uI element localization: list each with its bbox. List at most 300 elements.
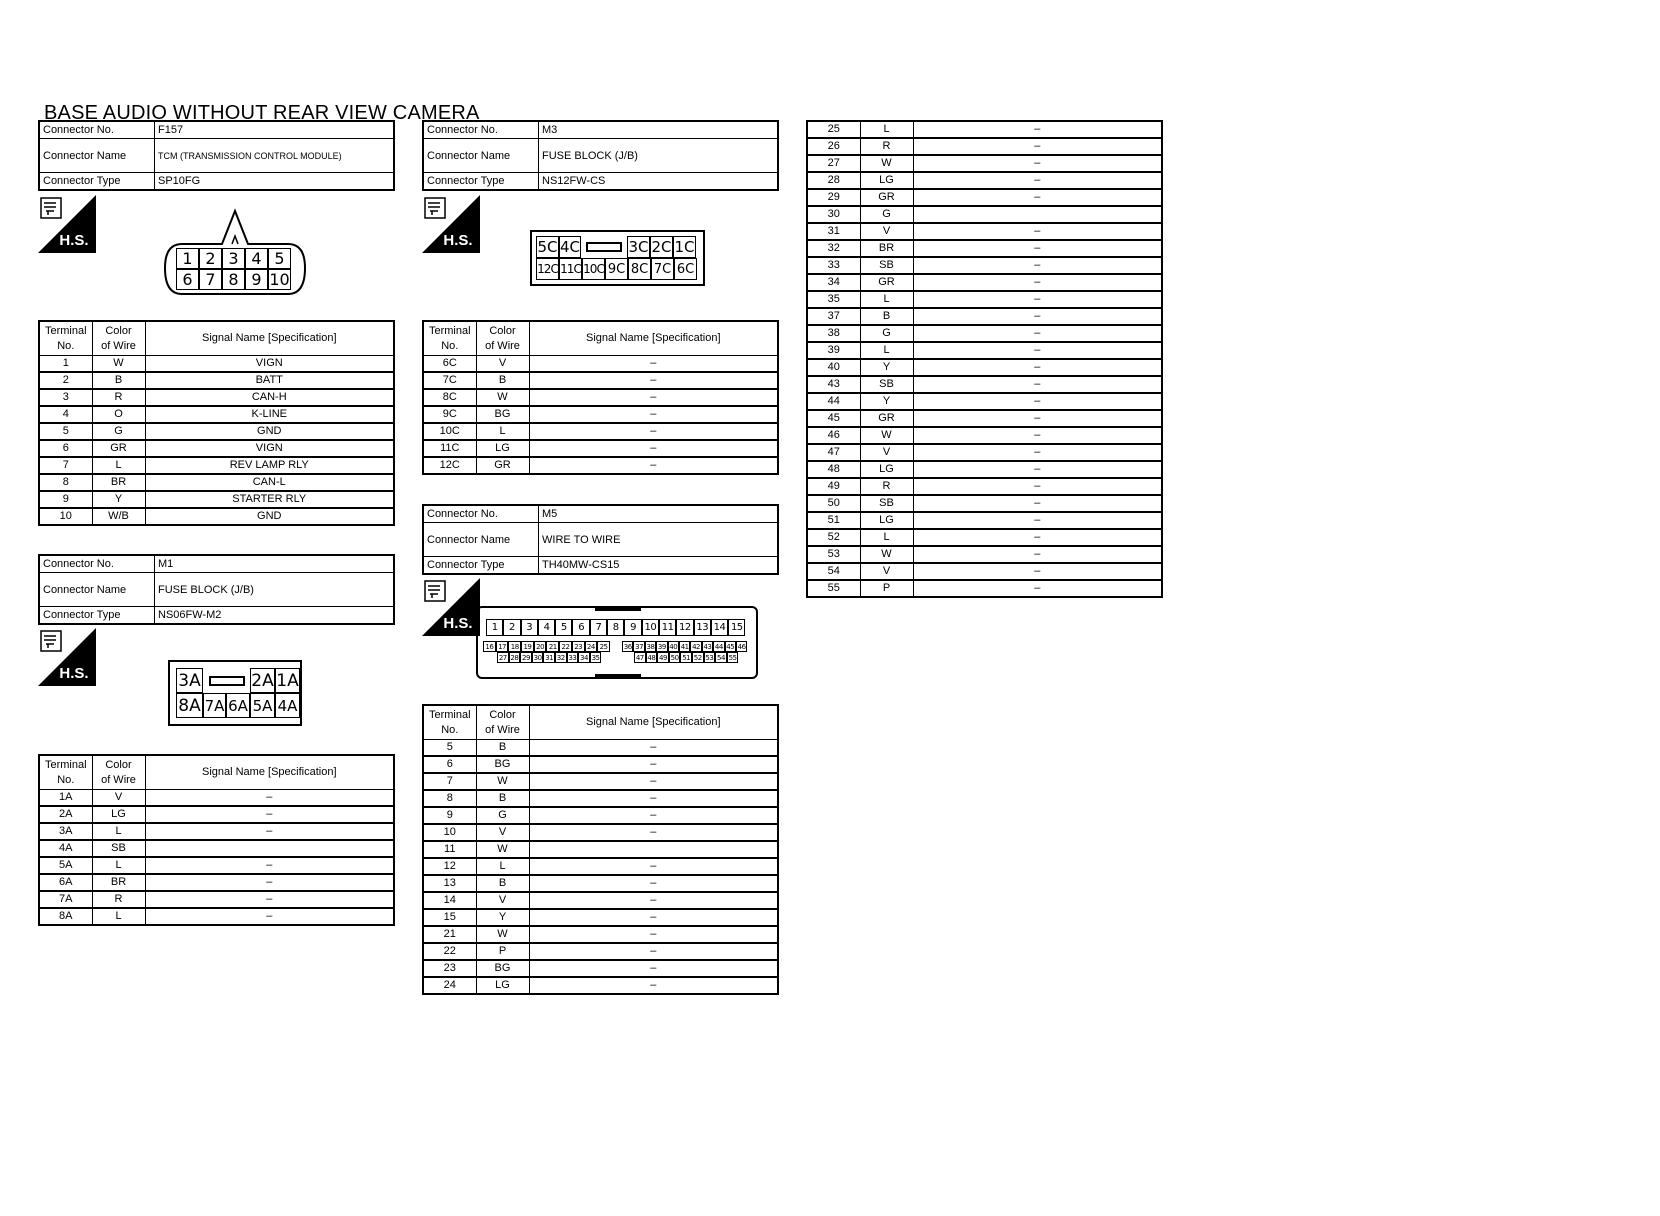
terminal-header: Terminal No. [423, 321, 476, 356]
terminal-no-cell: 3 [39, 389, 92, 406]
pin: 5A [250, 693, 275, 718]
table-row [39, 356, 394, 373]
pin: 10C [582, 258, 605, 280]
connector-name-value: FUSE BLOCK (J/B) [539, 139, 779, 173]
table-row [423, 740, 778, 757]
terminal-no-cell: 12 [423, 858, 476, 875]
pin: 7C [651, 258, 674, 280]
wire-color-cell: V [476, 356, 529, 373]
table-row [807, 257, 1162, 274]
table-row [423, 909, 778, 926]
pin: 10 [642, 619, 659, 636]
table-row [423, 841, 778, 858]
pin: 47 [635, 653, 644, 662]
connector-no-value: M1 [155, 555, 395, 573]
pin: 54 [716, 653, 725, 662]
pin: 4C [559, 238, 581, 256]
table-row [39, 891, 394, 908]
color-header: Color of Wire [92, 321, 145, 356]
signal-name-cell: – [913, 257, 1162, 274]
terminal-no-cell: 6 [423, 756, 476, 773]
pin: 19 [521, 641, 534, 652]
table-row [423, 943, 778, 960]
terminal-no-cell: 10 [39, 508, 92, 525]
pin: 2 [503, 619, 520, 636]
signal-name-cell: – [913, 495, 1162, 512]
connector-m5-pins-row1 [486, 619, 745, 636]
wire-color-cell: BG [476, 756, 529, 773]
table-row [807, 240, 1162, 257]
pin: 1 [176, 248, 199, 269]
table-row [39, 406, 394, 423]
connector-type-value: TH40MW-CS15 [539, 557, 779, 575]
connector-type-label: Connector Type [39, 607, 155, 625]
signal-name-cell: – [913, 223, 1162, 240]
color-header: Color of Wire [476, 321, 529, 356]
signal-name-cell: – [145, 857, 394, 874]
terminal-no-cell: 26 [807, 138, 860, 155]
signal-name-cell: STARTER RLY [145, 491, 394, 508]
wire-color-cell: B [476, 875, 529, 892]
wire-color-cell: G [92, 423, 145, 440]
table-row [807, 461, 1162, 478]
pin: 55 [728, 653, 737, 662]
pin: 40 [669, 642, 678, 651]
connector-m1-info [38, 554, 395, 625]
wire-color-cell: L [860, 121, 913, 138]
terminal-no-cell: 28 [807, 172, 860, 189]
terminal-no-cell: 6C [423, 356, 476, 373]
terminal-no-cell: 47 [807, 444, 860, 461]
connector-type-value: NS06FW-M2 [155, 607, 395, 625]
pin: 1C [674, 238, 695, 256]
terminal-no-cell: 46 [807, 427, 860, 444]
terminal-no-cell: 6A [39, 874, 92, 891]
table-row [423, 756, 778, 773]
wire-color-cell: SB [92, 840, 145, 857]
wire-color-cell: W [476, 773, 529, 790]
wire-color-cell: W [476, 926, 529, 943]
connector-m5-pins-row3b [634, 652, 738, 663]
table-row [423, 457, 778, 474]
pin: 33 [568, 653, 577, 662]
wire-color-cell: LG [476, 977, 529, 994]
connector-name-value: WIRE TO WIRE [539, 523, 779, 557]
terminal-no-cell: 11 [423, 841, 476, 858]
table-row [807, 206, 1162, 223]
signal-name-cell: – [529, 960, 778, 977]
table-row [807, 155, 1162, 172]
wire-color-cell: R [860, 478, 913, 495]
table-row [39, 440, 394, 457]
table-row [807, 546, 1162, 563]
signal-name-cell: REV LAMP RLY [145, 457, 394, 474]
pin: 35 [591, 653, 600, 662]
terminal-no-cell: 3A [39, 823, 92, 840]
table-row [807, 291, 1162, 308]
signal-name-cell: – [529, 977, 778, 994]
pin: 44 [714, 642, 723, 651]
signal-name-cell: – [529, 943, 778, 960]
pin: 16 [483, 641, 496, 652]
hs-label: H.S. [59, 665, 89, 682]
signal-name-cell: – [913, 546, 1162, 563]
pin: 3C [628, 238, 649, 256]
pin: 37 [635, 642, 644, 651]
connector-m3-pins-top [536, 236, 696, 258]
terminal-no-cell: 15 [423, 909, 476, 926]
pin: 36 [623, 642, 632, 651]
pin: 10 [269, 270, 290, 289]
terminal-header: Terminal No. [39, 755, 92, 790]
pin: 18 [508, 641, 521, 652]
table-row [39, 908, 394, 925]
wire-color-cell: B [92, 372, 145, 389]
connector-no-value: M5 [539, 505, 779, 523]
table-row [39, 874, 394, 891]
terminal-no-cell: 10C [423, 423, 476, 440]
terminal-no-cell: 5 [39, 423, 92, 440]
table-row [807, 274, 1162, 291]
signal-name-cell: – [529, 389, 778, 406]
terminal-no-cell: 55 [807, 580, 860, 597]
terminal-no-cell: 7 [423, 773, 476, 790]
pin: 42 [692, 642, 700, 651]
harness-side-icon [38, 195, 96, 253]
wire-color-cell: V [476, 824, 529, 841]
pin: 15 [728, 619, 745, 636]
terminal-no-cell: 7 [39, 457, 92, 474]
terminal-no-cell: 49 [807, 478, 860, 495]
pin: 6 [176, 269, 199, 290]
wire-color-cell: P [860, 580, 913, 597]
connector-m1-terminal-table [38, 754, 395, 926]
connector-no-value: F157 [155, 121, 395, 139]
signal-name-cell: – [529, 457, 778, 474]
signal-header: Signal Name [Specification] [145, 321, 394, 356]
pin: 17 [496, 641, 509, 652]
terminal-no-cell: 8 [423, 790, 476, 807]
wire-color-cell: W [476, 841, 529, 858]
table-row [807, 410, 1162, 427]
terminal-no-cell: 9 [423, 807, 476, 824]
signal-name-cell: GND [145, 423, 394, 440]
terminal-no-cell: 52 [807, 529, 860, 546]
page-title: BASE AUDIO WITHOUT REAR VIEW CAMERA [44, 102, 480, 124]
terminal-no-cell: 51 [807, 512, 860, 529]
color-header: Color of Wire [476, 705, 529, 740]
terminal-no-cell: 7A [39, 891, 92, 908]
wire-color-cell: W/B [92, 508, 145, 525]
table-row [423, 858, 778, 875]
signal-name-cell: – [913, 359, 1162, 376]
signal-name-cell: – [529, 909, 778, 926]
wire-color-cell: O [92, 406, 145, 423]
pin: 9 [624, 619, 641, 636]
terminal-no-cell: 4 [39, 406, 92, 423]
wire-color-cell: L [92, 823, 145, 840]
connector-no-label: Connector No. [423, 505, 539, 523]
signal-name-cell [529, 841, 778, 858]
pin: 22 [559, 641, 572, 652]
signal-name-cell: – [913, 376, 1162, 393]
terminal-no-cell: 4A [39, 840, 92, 857]
wire-color-cell: BR [92, 874, 145, 891]
terminal-no-cell: 38 [807, 325, 860, 342]
connector-m5-terminal-table [422, 704, 779, 995]
signal-name-cell: VIGN [145, 440, 394, 457]
table-row [423, 875, 778, 892]
pin: 2C [651, 238, 672, 256]
table-row [807, 172, 1162, 189]
pin: 21 [546, 641, 559, 652]
connector-type-label: Connector Type [423, 557, 539, 575]
signal-name-cell: – [913, 478, 1162, 495]
terminal-no-cell: 48 [807, 461, 860, 478]
connector-m1-pins-bottom [176, 693, 300, 718]
table-row [807, 478, 1162, 495]
terminal-no-cell: 13 [423, 875, 476, 892]
signal-header: Signal Name [Specification] [529, 705, 778, 740]
terminal-no-cell: 44 [807, 393, 860, 410]
signal-name-cell: BATT [145, 372, 394, 389]
terminal-no-cell: 30 [807, 206, 860, 223]
wire-color-cell: Y [476, 909, 529, 926]
connector-no-label: Connector No. [39, 555, 155, 573]
signal-name-cell: – [529, 875, 778, 892]
pin: 30 [533, 653, 542, 662]
wire-color-cell: LG [92, 806, 145, 823]
connector-name-value: FUSE BLOCK (J/B) [155, 573, 395, 607]
wire-color-cell: V [860, 563, 913, 580]
table-row [39, 423, 394, 440]
terminal-no-cell: 7C [423, 372, 476, 389]
table-row [423, 807, 778, 824]
slot [203, 668, 250, 693]
signal-name-cell: – [913, 155, 1162, 172]
pin: 2A [250, 668, 275, 693]
connector-name-label: Connector Name [423, 523, 539, 557]
signal-name-cell: CAN-H [145, 389, 394, 406]
connector-name-label: Connector Name [423, 139, 539, 173]
signal-name-cell [145, 840, 394, 857]
pin: 7 [590, 619, 607, 636]
table-row [423, 960, 778, 977]
pin: 8 [222, 269, 245, 290]
pin: 24 [585, 641, 598, 652]
terminal-no-cell: 6 [39, 440, 92, 457]
signal-name-cell: – [913, 138, 1162, 155]
signal-name-cell: – [913, 274, 1162, 291]
pin: 32 [556, 653, 565, 662]
table-row [39, 474, 394, 491]
wire-color-cell: R [92, 891, 145, 908]
wire-color-cell: W [476, 389, 529, 406]
table-row [807, 189, 1162, 206]
wire-color-cell: G [860, 206, 913, 223]
pin: 49 [659, 653, 667, 662]
signal-name-cell: – [529, 790, 778, 807]
table-row [423, 926, 778, 943]
signal-name-cell: – [913, 308, 1162, 325]
pin: 43 [703, 642, 712, 651]
terminal-no-cell: 2 [39, 372, 92, 389]
color-header: Color of Wire [92, 755, 145, 790]
table-row [807, 427, 1162, 444]
terminal-no-cell: 14 [423, 892, 476, 909]
connector-m5-pins-row2b [622, 641, 747, 652]
table-row [423, 356, 778, 373]
table-row [39, 457, 394, 474]
terminal-no-cell: 23 [423, 960, 476, 977]
wire-color-cell: V [92, 790, 145, 807]
table-row [39, 389, 394, 406]
table-row [423, 977, 778, 994]
table-row [807, 223, 1162, 240]
pin: 4 [245, 248, 268, 269]
wire-color-cell: R [860, 138, 913, 155]
connector-no-label: Connector No. [423, 121, 539, 139]
wire-color-cell: GR [860, 274, 913, 291]
wire-color-cell: G [476, 807, 529, 824]
wire-color-cell: L [860, 291, 913, 308]
pin: 1A [275, 668, 300, 693]
terminal-no-cell: 11C [423, 440, 476, 457]
table-row [423, 773, 778, 790]
wire-color-cell: Y [92, 491, 145, 508]
terminal-no-cell: 1 [39, 356, 92, 373]
pin: 11C [559, 258, 582, 280]
terminal-no-cell: 22 [423, 943, 476, 960]
pin: 48 [647, 653, 656, 662]
signal-name-cell: – [913, 172, 1162, 189]
wire-color-cell: G [860, 325, 913, 342]
signal-name-cell: – [913, 325, 1162, 342]
table-row [807, 393, 1162, 410]
terminal-no-cell: 1A [39, 790, 92, 807]
wire-color-cell: BG [476, 960, 529, 977]
terminal-no-cell: 53 [807, 546, 860, 563]
table-row [807, 563, 1162, 580]
connector-name-label: Connector Name [39, 139, 155, 173]
signal-name-cell: – [529, 756, 778, 773]
harness-side-icon [38, 628, 96, 686]
terminal-no-cell: 8A [39, 908, 92, 925]
wire-color-cell: L [92, 857, 145, 874]
signal-name-cell: – [145, 806, 394, 823]
wire-color-cell: W [860, 427, 913, 444]
pin: 12 [676, 619, 693, 636]
table-row [423, 423, 778, 440]
table-row [807, 444, 1162, 461]
pin: 50 [670, 653, 679, 662]
wire-color-cell: W [860, 546, 913, 563]
table-row [423, 389, 778, 406]
wire-color-cell: BG [476, 406, 529, 423]
terminal-no-cell: 10 [423, 824, 476, 841]
pin: 5C [537, 238, 558, 256]
hs-label: H.S. [443, 232, 473, 249]
signal-name-cell: – [145, 874, 394, 891]
pin: 11 [659, 619, 676, 636]
terminal-no-cell: 5A [39, 857, 92, 874]
signal-name-cell: – [913, 342, 1162, 359]
signal-name-cell: – [529, 406, 778, 423]
wire-color-cell: V [860, 223, 913, 240]
pin: 20 [534, 641, 547, 652]
signal-name-cell: – [529, 372, 778, 389]
table-row [807, 121, 1162, 138]
pin: 9C [605, 258, 628, 280]
signal-name-cell: GND [145, 508, 394, 525]
table-row [423, 892, 778, 909]
terminal-no-cell: 27 [807, 155, 860, 172]
table-row [807, 308, 1162, 325]
table-row [39, 508, 394, 525]
wire-color-cell: B [476, 740, 529, 757]
wire-color-cell: V [476, 892, 529, 909]
signal-name-cell: – [529, 824, 778, 841]
wire-color-cell: L [476, 423, 529, 440]
pin: 39 [657, 642, 666, 651]
wire-color-cell: L [860, 529, 913, 546]
signal-name-cell: – [913, 427, 1162, 444]
table-row [807, 359, 1162, 376]
wire-color-cell: Y [860, 393, 913, 410]
wire-color-cell: L [92, 908, 145, 925]
table-row [807, 325, 1162, 342]
wire-color-cell: LG [860, 172, 913, 189]
wire-color-cell: GR [476, 457, 529, 474]
pin: 3 [222, 248, 245, 269]
connector-type-label: Connector Type [39, 173, 155, 191]
pin: 3 [521, 619, 538, 636]
connector-m1-pins-top [176, 668, 300, 693]
pin: 5 [555, 619, 572, 636]
pin: 23 [572, 641, 585, 652]
wire-color-cell: SB [860, 257, 913, 274]
signal-name-cell: – [529, 773, 778, 790]
terminal-no-cell: 31 [807, 223, 860, 240]
pin: 45 [726, 642, 735, 651]
pin: 8 [607, 619, 624, 636]
pin: 28 [510, 653, 519, 662]
pin: 6C [674, 258, 697, 280]
terminal-no-cell: 35 [807, 291, 860, 308]
pin: 9 [245, 269, 268, 290]
table-row [39, 790, 394, 807]
wire-color-cell: R [92, 389, 145, 406]
wire-color-cell: LG [476, 440, 529, 457]
signal-name-cell: – [529, 356, 778, 373]
connector-f157-terminal-table [38, 320, 395, 526]
terminal-no-cell: 33 [807, 257, 860, 274]
pin: 27 [498, 653, 507, 662]
pin: 4 [538, 619, 555, 636]
signal-name-cell: – [913, 580, 1162, 597]
terminal-no-cell: 50 [807, 495, 860, 512]
connector-m5-pins-row2a [483, 641, 610, 652]
wire-color-cell: LG [860, 512, 913, 529]
terminal-no-cell: 9 [39, 491, 92, 508]
wire-color-cell: W [860, 155, 913, 172]
table-row [39, 840, 394, 857]
pin: 34 [579, 653, 588, 662]
terminal-no-cell: 12C [423, 457, 476, 474]
table-row [39, 806, 394, 823]
pin: 5 [268, 248, 291, 269]
signal-name-cell: – [145, 908, 394, 925]
